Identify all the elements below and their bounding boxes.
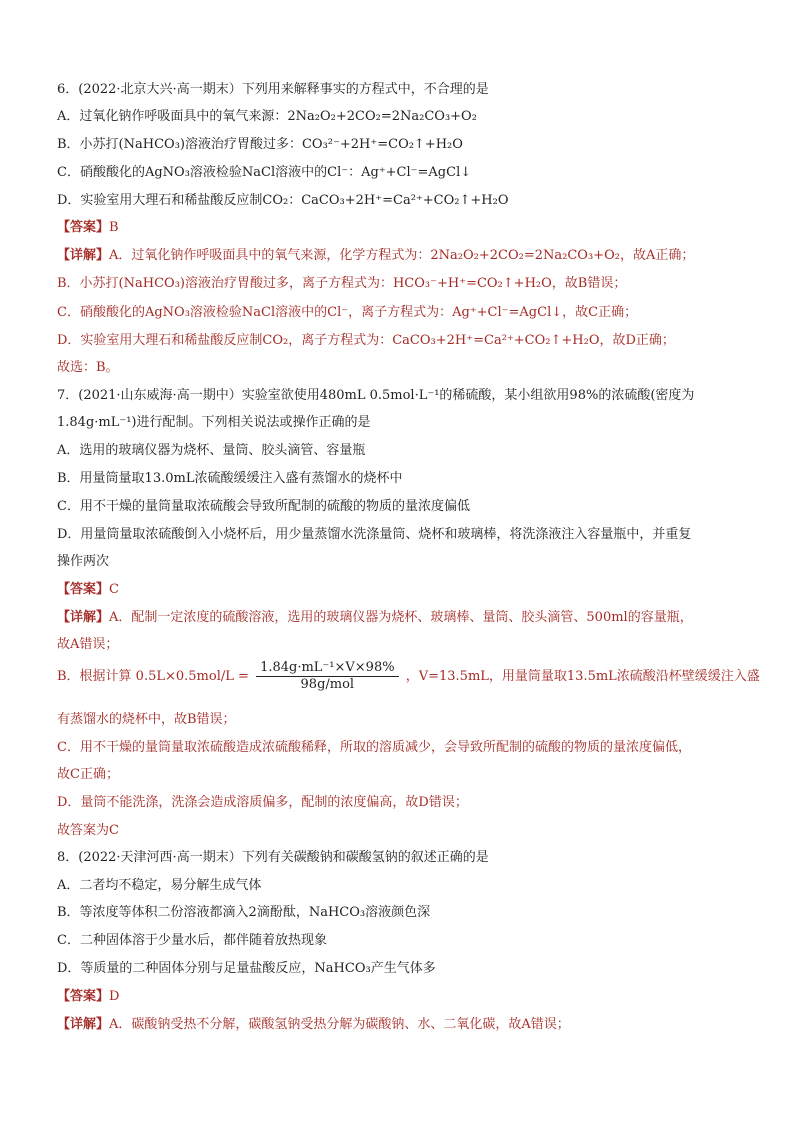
q6-detail-c: C．硝酸酸化的AgNO₃溶液检验NaCl溶液中的Cl⁻，离子方程式为：Ag⁺+Cl⁻=AgCl↓，故C正确； xyxy=(57,305,638,320)
q6-option-c: C．硝酸酸化的AgNO₃溶液检验NaCl溶液中的Cl⁻：Ag⁺+Cl⁻=AgCl↓ xyxy=(57,165,472,180)
detail-text: A．过氧化钠作呼吸面具中的氧气来源，化学方程式为：2Na₂O₂+2CO₂=2Na₂CO₃+O₂，故A正确； xyxy=(109,248,695,263)
q8-option-a: A．二者均不稳定，易分解生成气体 xyxy=(57,878,262,893)
q7-option-d-line1: D．用量筒量取浓硫酸倒入小烧杯后，用少量蒸馏水洗涤量筒、烧杯和玻璃棒，将洗涤液注入容量瓶中，并重复 xyxy=(57,527,692,542)
fraction-denominator: 98g/mol xyxy=(300,677,355,692)
fraction xyxy=(256,660,399,693)
detail-tag: 【详解】 xyxy=(57,248,110,263)
q8-option-d: D．等质量的二种固体分别与足量盐酸反应，NaHCO₃产生气体多 xyxy=(57,961,436,976)
q7-option-d-line2: 操作两次 xyxy=(57,554,110,569)
detail-text: A．碳酸钠受热不分解，碳酸氢钠受热分解为碳酸钠、水、二氧化碳，故A错误； xyxy=(109,1017,570,1032)
answer-tag: 【答案】 xyxy=(57,220,110,235)
answer-tag: 【答案】 xyxy=(57,582,110,597)
q8-detail-a xyxy=(57,1015,570,1035)
q7-detail-a-line2: 故A错误； xyxy=(57,637,119,652)
q7-answer xyxy=(57,580,119,600)
answer-value: B xyxy=(109,220,119,235)
q6-detail-a xyxy=(57,246,694,266)
detail-text: A．配制一定浓度的硫酸溶液，选用的玻璃仪器为烧杯、玻璃棒、量筒、胶头滴管、500ml的容量瓶， xyxy=(109,610,693,625)
q6-detail-d: D．实验室用大理石和稀盐酸反应制CO₂，离子方程式为：CaCO₃+2H⁺=Ca²⁺+CO₂↑+H₂O，故D正确； xyxy=(57,333,675,348)
q7-detail-c-line2: 故C正确； xyxy=(57,767,119,782)
detail-b-suffix: ，V=13.5mL，用量筒量取13.5mL浓硫酸沿杯壁缓缓注入盛 xyxy=(405,669,760,684)
fraction-numerator: 1.84g·mL⁻¹×V×98% xyxy=(256,660,399,677)
detail-tag: 【详解】 xyxy=(57,1017,110,1032)
q7-detail-b-line1 xyxy=(57,660,760,693)
q6-detail-b: B．小苏打(NaHCO₃)溶液治疗胃酸过多，离子方程式为：HCO₃⁻+H⁺=CO₂↑+H₂O，故B错误； xyxy=(57,276,627,291)
q8-answer xyxy=(57,987,119,1007)
q6-stem: 6．(2022·北京大兴·高一期末）下列用来解释事实的方程式中，不合理的是 xyxy=(57,82,489,97)
q6-option-a: A．过氧化钠作呼吸面具中的氧气来源：2Na₂O₂+2CO₂=2Na₂CO₃+O₂ xyxy=(57,109,477,124)
q7-detail-b-line2: 有蒸馏水的烧杯中，故B错误； xyxy=(57,712,236,727)
answer-value: D xyxy=(109,989,120,1004)
q7-stem-line1: 7．(2021·山东威海·高一期中）实验室欲使用480mL 0.5mol·L⁻¹的稀硫酸，某小组欲用98%的浓硫酸(密度为 xyxy=(57,388,695,403)
q8-option-b: B．等浓度等体积二份溶液都滴入2滴酚酞，NaHCO₃溶液颜色深 xyxy=(57,905,431,920)
q7-conclusion: 故答案为C xyxy=(57,823,119,838)
q8-option-c: C．二种固体溶于少量水后，都伴随着放热现象 xyxy=(57,933,327,948)
q7-option-b: B．用量筒量取13.0mL浓硫酸缓缓注入盛有蒸馏水的烧杯中 xyxy=(57,471,403,486)
q6-answer xyxy=(57,218,119,238)
q6-option-d: D．实验室用大理石和稀盐酸反应制CO₂：CaCO₃+2H⁺=Ca²⁺+CO₂↑+H₂O xyxy=(57,193,509,208)
q8-stem: 8．(2022·天津河西·高一期末）下列有关碳酸钠和碳酸氢钠的叙述正确的是 xyxy=(57,850,489,865)
q7-detail-a-line1 xyxy=(57,608,693,628)
q6-conclusion: 故选：B。 xyxy=(57,360,119,375)
q7-stem-line2: 1.84g·mL⁻¹)进行配制。下列相关说法或操作正确的是 xyxy=(57,415,371,430)
detail-b-prefix: B．根据计算 0.5L×0.5mol/L = xyxy=(57,669,249,684)
q7-option-c: C．用不干燥的量筒量取浓硫酸会导致所配制的硫酸的物质的量浓度偏低 xyxy=(57,499,470,514)
detail-tag: 【详解】 xyxy=(57,610,110,625)
q6-option-b: B．小苏打(NaHCO₃)溶液治疗胃酸过多：CO₃²⁻+2H⁺=CO₂↑+H₂O xyxy=(57,137,463,152)
q7-option-a: A．选用的玻璃仪器为烧杯、量筒、胶头滴管、容量瓶 xyxy=(57,443,366,458)
answer-value: C xyxy=(109,582,119,597)
answer-tag: 【答案】 xyxy=(57,989,110,1004)
q7-detail-c-line1: C．用不干燥的量筒量取浓硫酸造成浓硫酸稀释，所取的溶质减少，会导致所配制的硫酸的物质的量浓度偏低， xyxy=(57,740,691,755)
q7-detail-d: D．量筒不能洗涤，洗涤会造成溶质偏多，配制的浓度偏高，故D错误； xyxy=(57,795,468,810)
